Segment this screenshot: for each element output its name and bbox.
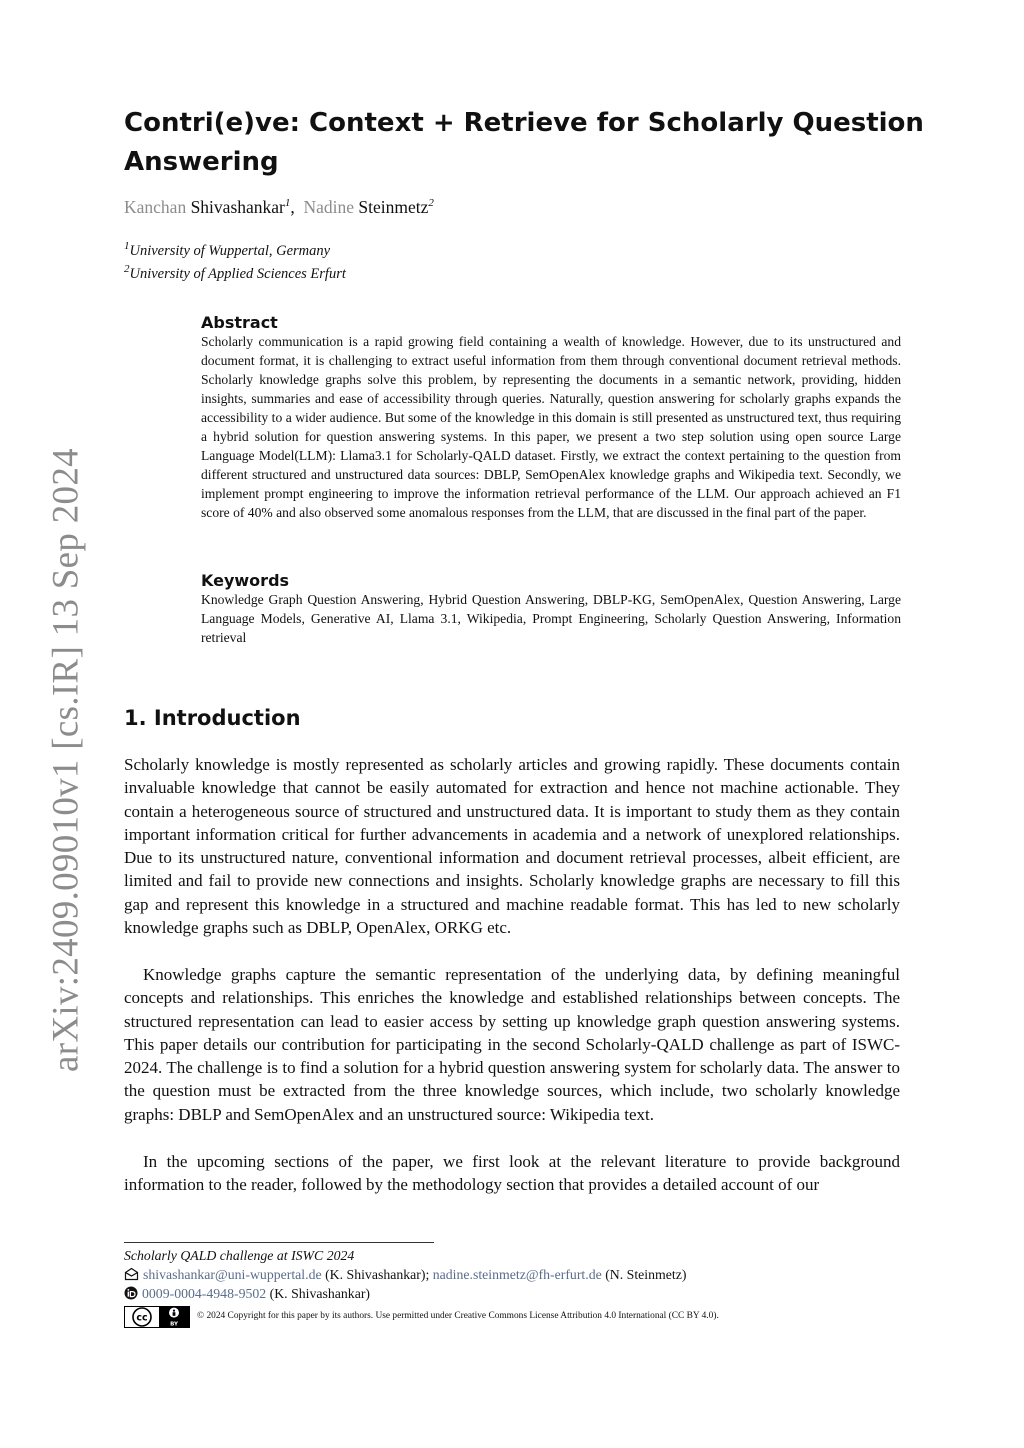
orcid-link[interactable]: 0009-0004-4948-9502	[142, 1286, 267, 1301]
email-link-shivashankar[interactable]: shivashankar@uni-wuppertal.de	[143, 1267, 322, 1282]
affiliation-2: $^2$University of Applied Sciences Erfurt	[124, 263, 346, 282]
footnote-emails: shivashankar@uni-wuppertal.de (K. Shivashankar); nadine.steinmetz@fh-erfurt.de (N. Steinmetz)	[124, 1267, 686, 1285]
intro-paragraph-1: Scholarly knowledge is mostly represented as scholarly articles and growing rapidly. These documents contain invaluable knowledge that cannot be easily automated for extraction and hence not machine actionable. They contain a heterogeneous source of structured and unstructured data. It is important to study them as they contain important information critical for further advancements in academia and a network of unexplored relationships. Due to its unstructured nature, conventional information and document retrieval processes, albeit efficient, are limited and fail to provide new connections and insights. Scholarly knowledge graphs are necessary to fill this gap and represent this knowledge in a structured and machine readable format. This has led to new scholarly knowledge graphs such as DBLP, OpenAlex, ORKG etc.	[124, 755, 900, 938]
cc-icon: cc	[136, 1312, 148, 1324]
author-line: Kanchan Shivashankar$^1$, Nadine Steinmetz$^2$	[124, 197, 434, 217]
orcid-icon	[124, 1286, 138, 1304]
intro-paragraph-3: In the upcoming sections of the paper, we first look at the relevant literature to provide background information to the reader, followed by the methodology section that provides a detailed account of our	[124, 1152, 900, 1195]
intro-paragraph-2: Knowledge graphs capture the semantic representation of the underlying data, by defining meaningful concepts and relationships. This enriches the knowledge and established relationships between concepts. The structured representation can lead to easier access by setting up knowledge graph question answering systems. This paper details our contribution for participating in the second Scholarly-QALD challenge as part of ISWC-2024. The challenge is to find a solution for a hybrid question answering system for scholarly data. The answer to the question must be extracted from the three knowledge sources, which include, two scholarly knowledge graphs: DBLP and SemOpenAlex and an unstructured source: Wikipedia text.	[124, 965, 900, 1124]
arxiv-identifier-stamp: arXiv:2409.09010v1 [cs.IR] 13 Sep 2024	[45, 448, 87, 1072]
footnote-rule	[124, 1242, 434, 1243]
abstract-text: Scholarly communication is a rapid growing field containing a wealth of knowledge. However, due to its unstructured and document format, it is challenging to extract useful information from them through conventional document retrieval methods. Scholarly knowledge graphs solve this problem, by representing the documents in a semantic network, providing, hidden insights, summaries and ease of accessibility through queries. Naturally, question answering for scholarly graphs expands the accessibility to a wider audience. But some of the knowledge in this domain is still presented as unstructured text, thus requiring a hybrid solution for question answering systems. In this paper, we present a two step solution using open source Large Language Model(LLM): Llama3.1 for Scholarly-QALD dataset. Firstly, we extract the context pertaining to the question from different structured and unstructured data sources: DBLP, SemOpenAlex knowledge graphs and Wikipedia text. Secondly, we implement prompt engineering to improve the information retrieval performance of the LLM. Our approach achieved an F1 score of 40% and also observed some anomalous responses from the LLM, that are discussed in the final part of the paper.	[201, 334, 901, 520]
envelope-icon	[124, 1267, 139, 1285]
paper-title: Contri(e)ve: Context + Retrieve for Scholarly Question Answering	[124, 108, 924, 177]
keywords-heading: Keywords	[201, 571, 290, 590]
keywords-text: Knowledge Graph Question Answering, Hybrid Question Answering, DBLP-KG, SemOpenAlex, Question Answering, Large Language Models, Generative AI, Llama 3.1, Wikipedia, Prompt Engineering, Scholarly Question Answering, Information retrieval	[201, 592, 901, 645]
email-link-steinmetz[interactable]: nadine.steinmetz@fh-erfurt.de	[432, 1267, 602, 1282]
by-icon: BY	[170, 1321, 178, 1328]
copyright-notice: © 2024 Copyright for this paper by its authors. Use permitted under Creative Commons License Attribution 4.0 International (CC BY 4.0).	[197, 1311, 719, 1321]
cc-by-license-badge	[124, 1306, 190, 1328]
affiliation-1: $^1$University of Wuppertal, Germany	[124, 240, 331, 259]
author-1: Kanchan Shivashankar$^1$	[124, 197, 291, 217]
section-heading-introduction: 1. Introduction	[124, 706, 301, 730]
footnote-venue: Scholarly QALD challenge at ISWC 2024	[124, 1248, 355, 1263]
footnote-orcid: 0009-0004-4948-9502 (K. Shivashankar)	[124, 1286, 370, 1304]
keywords-block	[201, 571, 901, 647]
abstract-heading: Abstract	[201, 313, 278, 332]
abstract-block	[201, 313, 901, 522]
author-2: Nadine Steinmetz$^2$	[303, 197, 434, 217]
